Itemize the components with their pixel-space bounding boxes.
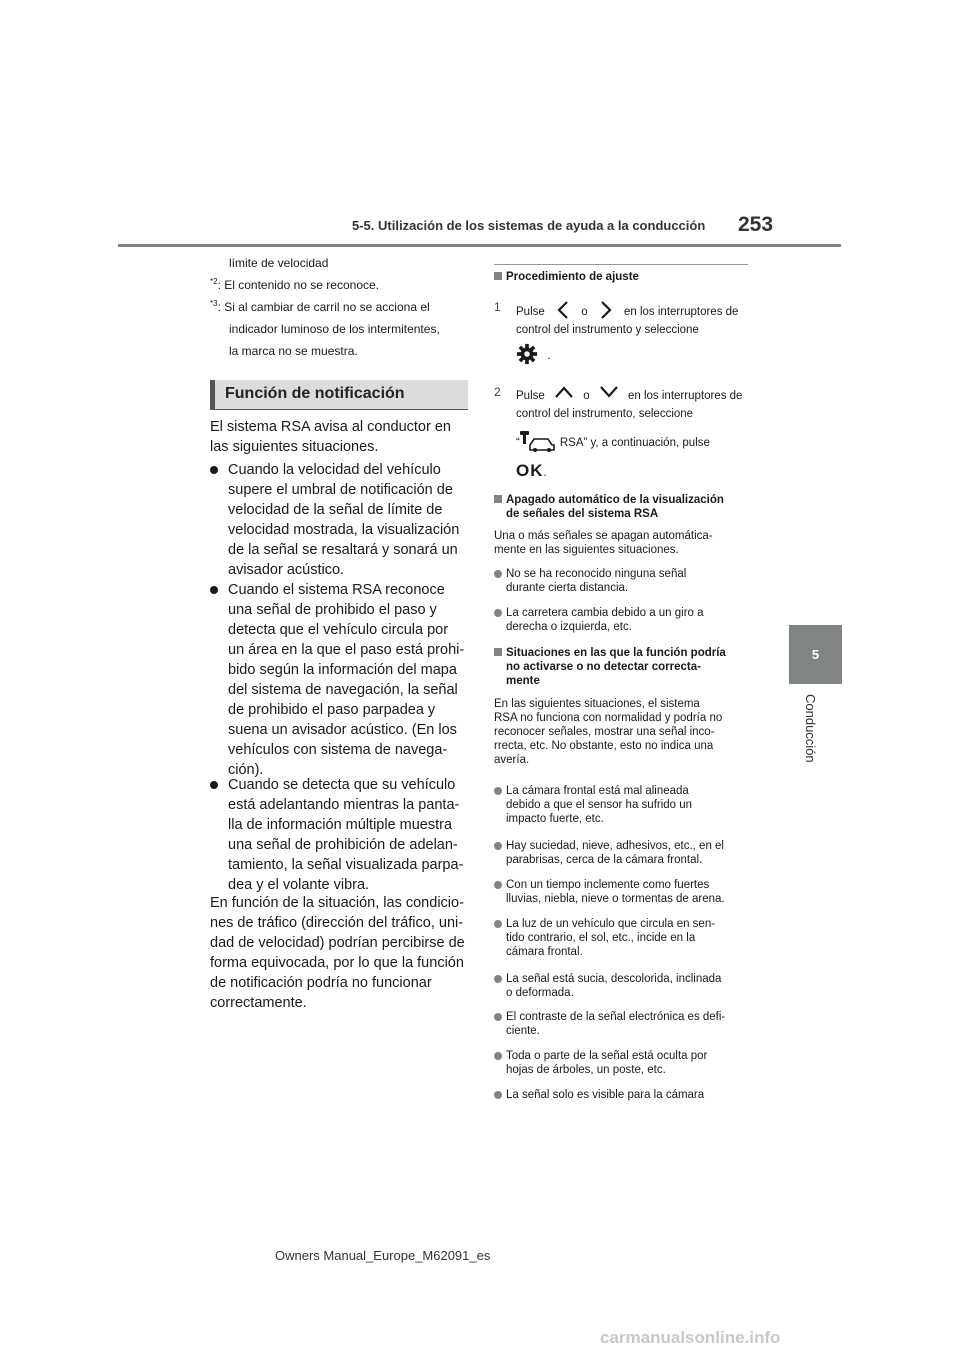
- note-line: límite de velocidad: [229, 256, 329, 270]
- text-segment: .: [543, 467, 547, 479]
- text-line: o deformada.: [506, 987, 574, 999]
- header-rule: [118, 244, 841, 247]
- situation-bullet: [494, 784, 754, 830]
- step-2: [494, 385, 501, 400]
- text-line: avisador acústico.: [228, 562, 345, 578]
- chapter-label-wrap: [802, 694, 822, 774]
- text-line: correctamente.: [210, 995, 307, 1011]
- text-line: dad de velocidad) podrían percibirse de: [210, 935, 465, 951]
- step-1-line-3: [516, 343, 550, 365]
- text-line: no activarse o no detectar correcta-: [506, 661, 701, 673]
- text-line: rrecta, etc. No obstante, esto no indica una: [494, 740, 714, 752]
- step-2-line-2: control del instrumento, seleccione: [516, 408, 694, 420]
- text-line: La carretera cambia debido a un giro a: [506, 607, 704, 619]
- gear-icon: [516, 343, 538, 365]
- text-line: lluvias, niebla, nieve o tormentas de arena.: [506, 893, 725, 905]
- text-line: bido según la información del mapa: [228, 662, 457, 678]
- chevron-left-icon: [554, 300, 572, 320]
- step-2-line-3: [516, 430, 710, 452]
- section-heading-text: Función de notificación: [225, 385, 405, 402]
- procedure-heading: [494, 270, 639, 284]
- text-line: las siguientes situaciones.: [210, 439, 379, 455]
- text-line: velocidad mostrada, la visualización: [228, 522, 460, 538]
- text-segment: o: [581, 306, 588, 318]
- text-line: reconocer señales, mostrar una señal inco-: [494, 726, 715, 738]
- procedure-heading-text: Procedimiento de ajuste: [506, 271, 639, 283]
- step-number: 1: [494, 300, 501, 314]
- section-heading: [210, 380, 468, 410]
- text-line: del sistema de navegación, la señal: [228, 682, 458, 698]
- bullet-dot: [210, 586, 218, 594]
- text-line: La señal solo es visible para la cámara: [506, 1089, 705, 1101]
- text-line: La luz de un vehículo que circula en sen-: [506, 918, 716, 930]
- text-line: mente en las siguientes situaciones.: [494, 544, 679, 556]
- step-2-line-1: [516, 385, 742, 403]
- text-line: dea y el volante vibra.: [228, 877, 370, 893]
- situations-text: [494, 697, 722, 767]
- situations-heading: [494, 646, 726, 688]
- text-line: una señal de prohibición de adelan-: [228, 837, 458, 853]
- bullet-dot: [494, 570, 502, 578]
- text-line: derecha o izquierda, etc.: [506, 621, 632, 633]
- text-line: Cuando se detecta que su vehículo: [228, 777, 456, 793]
- text-segment: en los interruptores de: [624, 306, 739, 318]
- right-section-rule: [494, 264, 748, 265]
- text-line: En las siguientes situaciones, el sistema: [494, 698, 700, 710]
- text-line: detecta que el vehículo circula por: [228, 622, 449, 638]
- text-line: Una o más señales se apagan automática-: [494, 530, 713, 542]
- auto-off-bullet: [494, 606, 754, 636]
- bullet-dot: [494, 975, 502, 983]
- closing-paragraph: [210, 893, 465, 1013]
- text-line: cámara frontal.: [506, 946, 583, 958]
- text-line: durante cierta distancia.: [506, 582, 629, 594]
- text-line: debido a que el sensor ha sufrido un: [506, 799, 693, 811]
- text-line: tamiento, la señal visualizada parpa-: [228, 857, 464, 873]
- text-line: La cámara frontal está mal alineada: [506, 785, 689, 797]
- auto-off-bullet: [494, 567, 754, 597]
- footnote-mark: *2: [210, 277, 218, 286]
- text-line: de señales del sistema RSA: [506, 508, 659, 520]
- chevron-down-icon: [599, 385, 619, 399]
- page-number: 253: [738, 213, 774, 236]
- footnote-3: [210, 296, 430, 318]
- situation-bullet: [494, 1049, 754, 1079]
- text-line: No se ha reconocido ninguna señal: [506, 568, 687, 580]
- chevron-right-icon: [597, 300, 615, 320]
- bullet-dot: [494, 842, 502, 850]
- text-segment: o: [583, 390, 590, 402]
- bullet-dot: [494, 787, 502, 795]
- ok-button-icon: OK: [516, 461, 544, 480]
- text-line: una señal de prohibido el paso y: [228, 602, 437, 618]
- chapter-tab: [789, 625, 842, 684]
- text-line: de la señal se resaltará y sonará un: [228, 542, 458, 558]
- footnote-text: : El contenido no se reconoce.: [217, 278, 379, 292]
- situation-bullet: [494, 878, 754, 908]
- auto-off-text: [494, 529, 713, 557]
- text-line: parabrisas, cerca de la cámara frontal.: [506, 854, 703, 866]
- text-line: ción).: [228, 762, 264, 778]
- bullet-dot: [494, 920, 502, 928]
- step-1: [494, 300, 501, 315]
- text-line: de prohibido el paso parpadea y: [228, 702, 436, 718]
- text-segment: en los interruptores de: [628, 390, 743, 402]
- text-line: El sistema RSA avisa al conductor en: [210, 419, 451, 435]
- chevron-up-icon: [554, 385, 574, 399]
- auto-off-heading: [494, 493, 724, 521]
- bullet-dot: [210, 466, 218, 474]
- text-line: Apagado automático de la visualización: [506, 494, 724, 506]
- text-line: Hay suciedad, nieve, adhesivos, etc., en el: [506, 840, 724, 852]
- situation-bullet: [494, 1088, 754, 1104]
- step-1-line-2: control del instrumento y seleccione: [516, 324, 699, 336]
- text-line: avería.: [494, 754, 530, 766]
- situation-bullet: [494, 839, 754, 869]
- text-segment: Pulse: [516, 306, 545, 318]
- bullet-dot: [494, 1052, 502, 1060]
- footnote-line: indicador luminoso de los intermitentes,: [229, 322, 440, 336]
- text-line: forma equivocada, por lo que la función: [210, 955, 464, 971]
- text-line: velocidad de la señal de límite de: [228, 502, 443, 518]
- footnote-line: la marca no se muestra.: [229, 344, 358, 358]
- road-sign-car-icon: [520, 430, 556, 452]
- text-line: Situaciones en las que la función podría: [506, 647, 726, 659]
- step-1-line-1: [516, 300, 738, 320]
- watermark: carmanualsonline.info: [600, 1328, 781, 1347]
- bullet-dot: [494, 609, 502, 617]
- bullet-dot: [494, 881, 502, 889]
- text-line: un área en la que el paso está prohi-: [228, 642, 465, 658]
- text-line: está adelantando mientras la panta-: [228, 797, 460, 813]
- text-line: lla de información múltiple muestra: [228, 817, 453, 833]
- text-line: El contraste de la señal electrónica es defi-: [506, 1011, 726, 1023]
- text-line: de notificación podría no funcionar: [210, 975, 432, 991]
- text-line: En función de la situación, las condicio-: [210, 895, 464, 911]
- situation-bullet: [494, 972, 754, 1002]
- square-bullet-icon: [494, 648, 502, 656]
- text-line: mente: [506, 675, 540, 687]
- section-header-title: 5-5. Utilización de los sistemas de ayuda a la conducción: [352, 218, 706, 233]
- text-segment: Pulse: [516, 390, 545, 402]
- text-line: suena un avisador acústico. (En los: [228, 722, 457, 738]
- text-line: hojas de árboles, un poste, etc.: [506, 1064, 666, 1076]
- chapter-label: Conducción: [803, 694, 818, 763]
- text-line: La señal está sucia, descolorida, inclinada: [506, 973, 722, 985]
- text-line: RSA no funciona con normalidad y podría no: [494, 712, 723, 724]
- bullet-dot: [210, 781, 218, 789]
- square-bullet-icon: [494, 272, 502, 280]
- footnote-mark: *3: [210, 299, 218, 308]
- text-line: nes de tráfico (dirección del tráfico, uni-: [210, 915, 464, 931]
- text-segment: “: [516, 437, 520, 449]
- document-footer: Owners Manual_Europe_M62091_es: [275, 1248, 491, 1263]
- footnote-text: : Si al cambiar de carril no se acciona el: [217, 300, 430, 314]
- text-line: Cuando la velocidad del vehículo: [228, 462, 441, 478]
- text-line: Con un tiempo inclemente como fuertes: [506, 879, 710, 891]
- text-line: supere el umbral de notificación de: [228, 482, 453, 498]
- footnote-2: [210, 274, 379, 296]
- situation-bullet: [494, 917, 754, 963]
- text-line: tido contrario, el sol, etc., incide en la: [506, 932, 696, 944]
- text-segment: RSA” y, a continuación, pulse: [559, 437, 710, 449]
- square-bullet-icon: [494, 495, 502, 503]
- step-number: 2: [494, 385, 501, 399]
- situation-bullet: [494, 1010, 754, 1040]
- text-line: ciente.: [506, 1025, 540, 1037]
- chapter-number: 5: [811, 647, 820, 662]
- step-2-line-4: [516, 461, 547, 481]
- intro-paragraph: [210, 417, 451, 457]
- text-line: vehículos con sistema de navega-: [228, 742, 448, 758]
- text-line: impacto fuerte, etc.: [506, 813, 604, 825]
- text-line: Cuando el sistema RSA reconoce: [228, 582, 445, 598]
- bullet-dot: [494, 1013, 502, 1021]
- bullet-dot: [494, 1091, 502, 1099]
- text-line: Toda o parte de la señal está oculta por: [506, 1050, 708, 1062]
- text-segment: .: [547, 350, 551, 362]
